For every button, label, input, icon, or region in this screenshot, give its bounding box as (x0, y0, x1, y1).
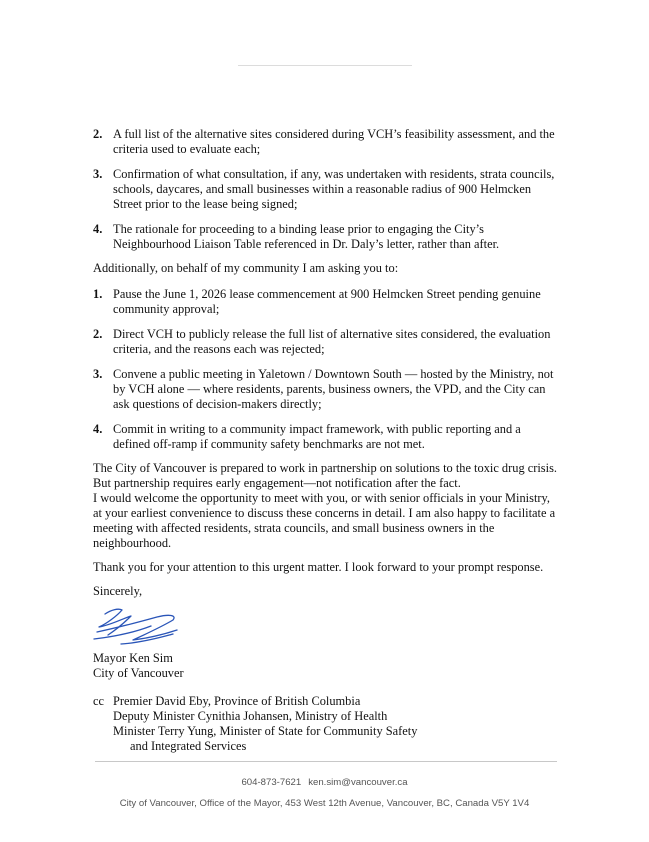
signatory-name: Mayor Ken Sim (93, 651, 173, 665)
item-number: 2. (93, 127, 103, 141)
header-divider (238, 65, 412, 66)
item-text: Convene a public meeting in Yaletown / Downtown South — hosted by the Ministry, not by VCH alone — where residents, parents, business owners, the VPD, and the City can ask questions of decision-makers directly; (113, 367, 554, 411)
handwritten-signature (91, 604, 191, 648)
footer-contact (0, 777, 649, 788)
cc-recipient-continuation: and Integrated Services (130, 739, 247, 753)
item-text: Confirmation of what consultation, if any, was undertaken with residents, strata councils, schools, daycares, and small businesses within a reasonable radius of 900 Helmcken Street prior to the lease being signed; (113, 167, 555, 211)
item-number: 4. (93, 222, 103, 236)
thanks-paragraph: Thank you for your attention to this urgent matter. I look forward to your prompt response. (93, 560, 544, 574)
item-text: The rationale for proceeding to a binding lease prior to engaging the City’s Neighbourhood Liaison Table referenced in Dr. Daly’s letter, rather than after. (113, 222, 500, 251)
footer-email: ken.sim@vancouver.ca (308, 777, 408, 788)
cc-list (93, 694, 561, 754)
meeting-text: I would welcome the opportunity to meet with you, or with senior officials in your Ministry, at your earliest convenience to discuss these concerns in detail. I am also happy to facilitate a meeting with affected residents, strata councils, and small business owners in the neighbourhood. (93, 491, 556, 550)
ask-item (93, 287, 561, 317)
closing-salutation: Sincerely, (93, 584, 143, 598)
item-text: Direct VCH to publicly release the full list of alternative sites considered, the evaluation criteria, and the reasons each was rejected; (113, 327, 551, 356)
cc-recipient: Minister Terry Yung, Minister of State for Community Safety (113, 724, 418, 738)
item-text: A full list of the alternative sites considered during VCH’s feasibility assessment, and the criteria used to evaluate each; (113, 127, 555, 156)
request-item (93, 222, 561, 252)
ask-item (93, 327, 561, 357)
request-item (93, 127, 561, 157)
item-text: Commit in writing to a community impact framework, with public reporting and a defined off-ramp if community safety benchmarks are not met. (113, 422, 521, 451)
footer-phone: 604-873-7621 (241, 777, 302, 788)
ask-item (93, 367, 561, 412)
letter-body (93, 127, 561, 754)
additional-requests-intro: Additionally, on behalf of my community I am asking you to: (93, 261, 399, 275)
footer-address: City of Vancouver, Office of the Mayor, 453 West 12th Avenue, Vancouver, BC, Canada V5Y 1V4 (119, 798, 530, 809)
item-number: 1. (93, 287, 103, 301)
cc-label: cc (93, 694, 104, 708)
request-item (93, 167, 561, 212)
cc-recipient: Deputy Minister Cynithia Johansen, Ministry of Health (113, 709, 388, 723)
item-number: 3. (93, 167, 103, 181)
item-number: 3. (93, 367, 103, 381)
footer-divider (95, 761, 557, 762)
cc-recipient: Premier David Eby, Province of British Columbia (113, 694, 361, 708)
item-text: Pause the June 1, 2026 lease commencement at 900 Helmcken Street pending genuine community approval; (113, 287, 541, 316)
signatory-title: City of Vancouver (93, 666, 184, 680)
ask-item (93, 422, 561, 452)
partnership-text: The City of Vancouver is prepared to work in partnership on solutions to the toxic drug crisis. But partnership requires early engagement—not notification after the fact. (93, 461, 557, 490)
partnership-paragraph (93, 461, 561, 551)
item-number: 4. (93, 422, 103, 436)
item-number: 2. (93, 327, 103, 341)
letterhead-footer (0, 777, 649, 809)
